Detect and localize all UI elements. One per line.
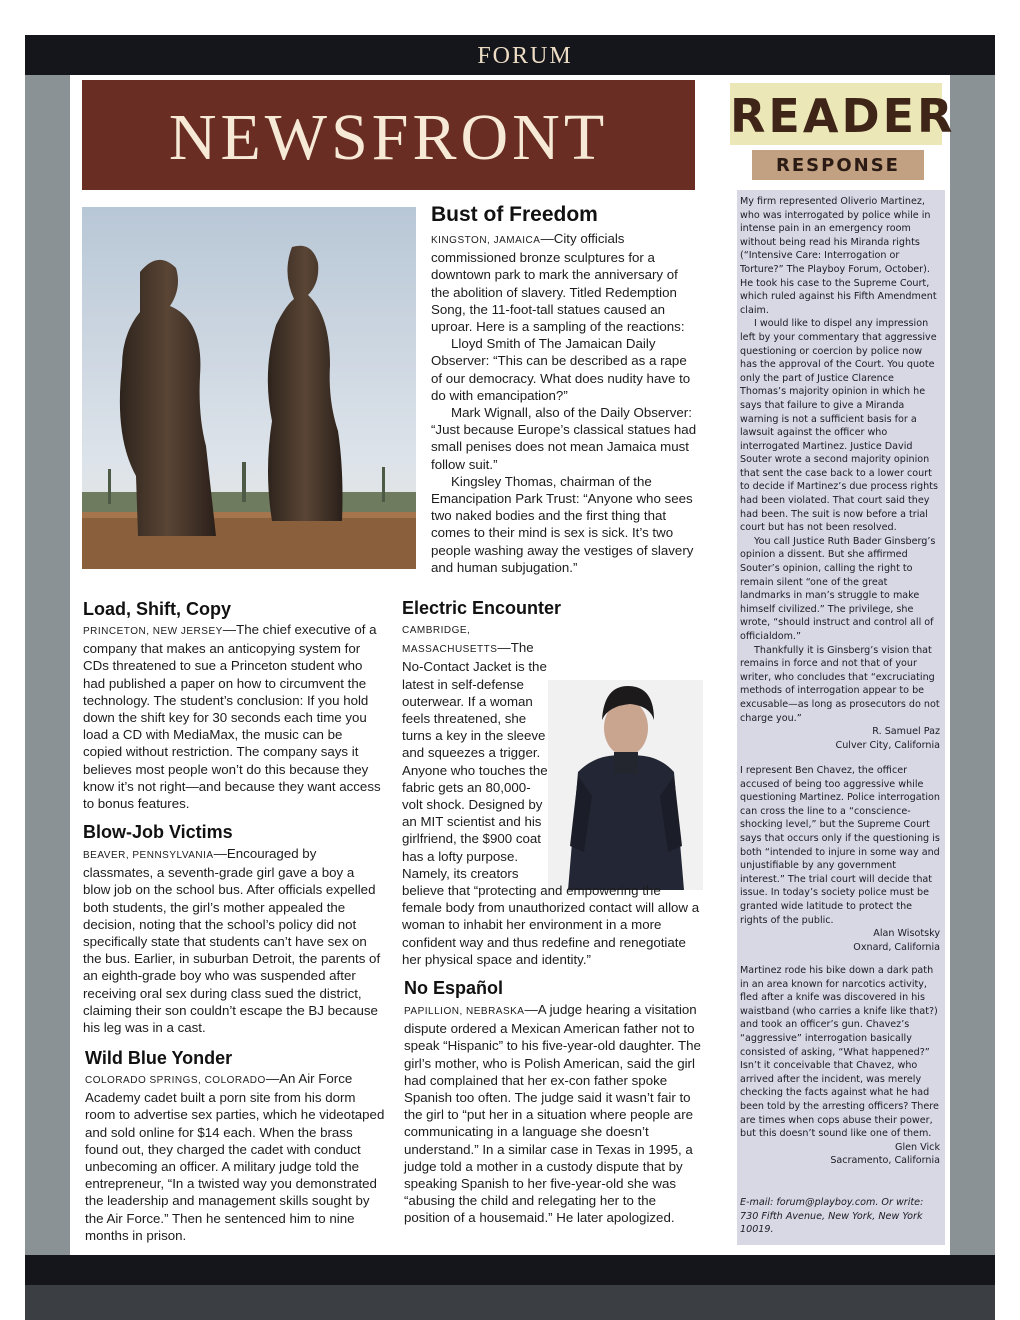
letter-paz-place: Culver City, California	[835, 739, 940, 751]
load-dateline: PRINCETON, NEW JERSEY	[83, 626, 223, 637]
page-margin	[995, 0, 1020, 1320]
letter-wisotsky-place: Oxnard, California	[853, 941, 940, 953]
bust-headline: Bust of Freedom	[431, 203, 598, 226]
blowjob-body: —Encouraged by classmates, a seventh-grade girl gave a boy a blow job on the school bus. After officials expelled both students, the girl’s mother appealed the decision, noting that the school’s policy did not specifically state that students can’t have sex on the bus. Earlier, in suburban Detroit, the parents of an eighth-grade boy who was suspended after receiving oral sex during class sued the district, claiming their son couldn’t escape the BJ because his leg was in a cast.	[83, 846, 381, 1036]
reader-header	[730, 83, 956, 145]
blowjob-headline: Blow-Job Victims	[83, 822, 233, 842]
electric-article	[402, 620, 704, 968]
letter-paz-p2: I would like to dispel any impression left by your commentary that aggressive questioning or coercion by police now has the approval of the Court. You quote only the part of Justice Clarence Thomas’s majority opinion in which he says that failure to give a Miranda warning is not a sufficient basis for a lawsuit against the officer who interrogated Martinez. Justice David Souter wrote a second majority opinion that sent the case back to a lower court to decide if Martinez’s due process rights had been violated. That court said they had been. The suit is now before a trial court but has not been resolved.	[740, 318, 938, 534]
letter-paz	[740, 195, 940, 752]
bust-paragraph-2: Lloyd Smith of The Jamaican Daily Observer: “This can be described as a rape of our democracy. What does nudity have to do with emancipation?”	[431, 336, 691, 403]
letter-vick	[740, 964, 940, 1168]
blowjob-dateline: BEAVER, PENNSYLVANIA	[83, 850, 214, 861]
letter-vick-place: Sacramento, California	[830, 1155, 940, 1167]
response-label: RESPONSE	[776, 155, 900, 176]
section-label: FORUM	[477, 43, 573, 69]
electric-headline: Electric Encounter	[402, 598, 562, 618]
letter-paz-p1: My firm represented Oliverio Martinez, who was interrogated by police while in intense pain in an emergency room without being read his Miranda rights (“Intensive Care: Interrogation or Torture?” The Playboy Forum, October). He took his case to the Supreme Court, which ruled against his Fifth Amendment claim.	[740, 196, 937, 316]
bust-paragraph-1: —City officials commissioned bronze sculptures for a downtown park to mark the anniversary of the abolition of slavery. Titled Redemption Song, the 11-foot-tall statues caused an uproar. Here is a sampling of the reactions:	[431, 231, 685, 335]
espanol-body: —A judge hearing a visitation dispute ordered a Mexican American father not to speak “Hispanic” to his five-year-old daughter. The girl’s mother, who is Polish American, said the girl had complained that her ex-con father spoke Spanish too often. The judge said it wasn’t fair to the girl to “put her in a situation where people are communicating in a language she doesn’t understand.” In a similar case in Texas in 1995, a judge told a mother in a custody dispute that by speaking Spanish to her five-year-old she was “abusing the child and relegating her to the position of a housemaid.” He later apologized.	[404, 1002, 701, 1226]
wild-headline: Wild Blue Yonder	[85, 1048, 233, 1068]
page-title: NEWSFRONT	[168, 101, 609, 174]
espanol-headline: No Español	[404, 978, 504, 998]
wild-dateline: COLORADO SPRINGS, COLORADO	[85, 1075, 266, 1086]
letter-paz-p3: You call Justice Ruth Bader Ginsberg’s opinion a dissent. But she affirmed Souter’s opinion, calling the right to remain silent “one of the great landmarks in man’s struggle to make himself civilized.” The privilege, she wrote, “should instruct and control all of officialdom.”	[740, 535, 936, 642]
bust-paragraph-3: Mark Wignall, also of the Daily Observer: “Just because Europe’s classical statues had small penises does not mean Jamaica must follow suit.”	[431, 405, 697, 472]
load-body: —The chief executive of a company that makes an anticopying system for CDs threatened to sue a Princeton student who had published a paper on how to circumvent the technology. The student’s conclusion: If you hold down the shift key for 30 seconds each time you load a CD with MediaMax, the music can be copied without restriction. The company says it believes most people won’t do this because they know it’s not right—and because they want access to bonus features.	[83, 622, 381, 812]
wild-body: —An Air Force Academy cadet built a porn site from his dorm room to advertise sex parties, which he videotaped and sold online for $14 each. When the brass found out, they charged the cadet with conduct unbecoming an officer. A military judge told the entrepreneur, “In a twisted way you demonstrated the leadership and management skills sought by the Air Force.” Then he sentenced him to nine months in prison.	[85, 1071, 385, 1243]
electric-body: —The No-Contact Jacket is the latest in self-defense outerwear. If a woman feels threatened, she turns a key in the sleeve and squeezes a trigger. Anyone who touches the fabric gets an 80,000-volt shock. Designed by an MIT scientist and his girlfriend, the $900 coat has a lofty purpose. Namely, its creators believe that “protecting and empowering the female body from unauthorized contact will allow a woman to inhabit her environment in a more confident way and thus redefine and renegotiate her physical space and identity.”	[402, 640, 700, 967]
letter-wisotsky-name: Alan Wisotsky	[873, 928, 940, 940]
letter-vick-p1: Martinez rode his bike down a dark path in an area known for narcotics activity, fled after a knife was discovered in his waistband (who carries a knife like that?) and took an officer’s gun. Chavez’s “aggressive” interrogation basically consisted of asking, “What happened?” Isn’t it conceivable that Chavez, who arrived after the incident, was merely checking the facts against what he had been told by the arresting officers? There are times when cops abuse their power, but this doesn’t sound like one of them.	[740, 965, 939, 1140]
letter-wisotsky	[740, 764, 940, 954]
load-article	[83, 621, 383, 812]
letter-paz-p4: Thankfully it is Ginsberg’s vision that remains in force and not that of your writer, who concludes that “excruciating methods of interrogation appear to be excusable—as long as prosecutors do not charge you.”	[740, 644, 940, 724]
reader-label: READER	[730, 89, 956, 143]
letter-paz-name: R. Samuel Paz	[872, 726, 940, 738]
letter-vick-name: Glen Vick	[895, 1141, 940, 1153]
bust-paragraph-4: Kingsley Thomas, chairman of the Emancipation Park Trust: “Anyone who sees two naked bodies and the first thing that comes to their mind is sex is sick. It’s two people washing away the vestiges of slavery and human subjugation.”	[431, 473, 694, 575]
page-bottom-edge	[25, 1285, 995, 1320]
bust-article	[431, 230, 699, 576]
letter-wisotsky-p1: I represent Ben Chavez, the officer accused of being too aggressive while questioning Martinez. Police interrogation can cross the line to a “conscience-shocking level,” but the Supreme Court says that occurs only if the questioning is both “intended to injure in some way and unjustifiable by any government interest.” The trial court will decide that issue. In today’s society police must be granted wide latitude to protect the rights of the public.	[740, 765, 940, 926]
response-header	[752, 150, 924, 180]
electric-dateline: CAMBRIDGE, MASSACHUSETTS	[402, 625, 498, 656]
title-banner	[82, 80, 695, 190]
footer-bar	[25, 1255, 995, 1285]
wild-article	[85, 1070, 385, 1244]
espanol-article	[404, 1001, 704, 1227]
section-bar	[25, 35, 995, 75]
blowjob-article	[83, 845, 383, 1036]
espanol-dateline: PAPILLION, NEBRASKA	[404, 1006, 525, 1017]
load-headline: Load, Shift, Copy	[83, 599, 231, 619]
bronze-statues-photo	[82, 207, 416, 569]
contact-info: E-mail: forum@playboy.com. Or write: 730 Fifth Avenue, New York, New York 10019.	[740, 1197, 924, 1236]
bust-dateline: KINGSTON, JAMAICA	[431, 235, 541, 246]
